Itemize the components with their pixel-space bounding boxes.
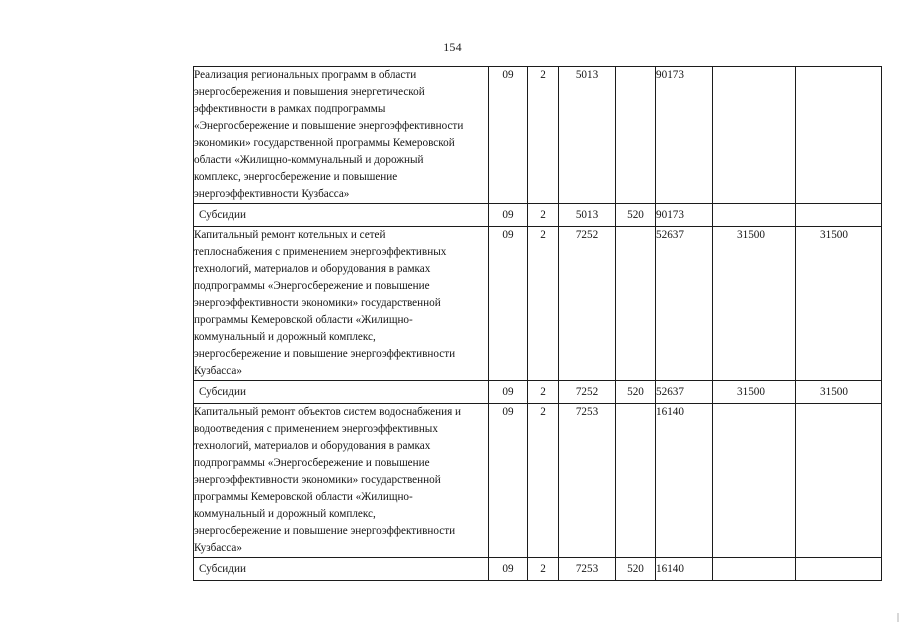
cell-csr: 7253 (559, 404, 616, 558)
cell-vr (616, 404, 656, 558)
cell-sum-1: 52637 (656, 227, 713, 381)
item-name-line: энергосбережение и повышение энергоэффективности (194, 525, 456, 537)
cell-vr: 520 (616, 381, 656, 404)
item-name-line: энергоэффективности Кузбасса» (194, 188, 350, 200)
item-name-line: экономики» государственной программы Кемеровской (194, 137, 455, 149)
cell-vr (616, 227, 656, 381)
cell-sum-2 (713, 67, 796, 204)
item-name-line: «Энергосбережение и повышение энергоэффективности (194, 120, 464, 132)
item-name-line: водоотведения с применением энергоэффективных (194, 423, 438, 435)
cell-rz: 09 (489, 227, 528, 381)
cell-sum-1: 52637 (656, 381, 713, 404)
cell-sum-2: 31500 (713, 381, 796, 404)
cell-vr (616, 67, 656, 204)
cell-pr: 2 (528, 381, 559, 404)
cell-vr: 520 (616, 204, 656, 227)
table-row (194, 67, 882, 204)
cell-sum-3: 31500 (796, 381, 882, 404)
item-name-line: области «Жилищно-коммунальный и дорожный (194, 154, 424, 166)
budget-table-body (194, 67, 882, 581)
cell-rz: 09 (489, 67, 528, 204)
cell-sum-1: 16140 (656, 404, 713, 558)
cell-vr: 520 (616, 558, 656, 581)
item-name-line: Капитальный ремонт котельных и сетей (194, 229, 386, 241)
cell-item-name (194, 381, 489, 404)
item-name-line: технологий, материалов и оборудования в рамках (194, 263, 431, 275)
cell-sum-1: 90173 (656, 204, 713, 227)
cell-pr: 2 (528, 67, 559, 204)
table-row (194, 381, 882, 404)
item-name-line: подпрограммы «Энергосбережение и повышение (194, 457, 430, 469)
cell-pr: 2 (528, 227, 559, 381)
item-name-line: комплекс, энергосбережение и повышение (194, 171, 398, 183)
cell-csr: 5013 (559, 67, 616, 204)
cell-rz: 09 (489, 204, 528, 227)
item-name-line: коммунальный и дорожный комплекс, (194, 331, 376, 343)
item-name-line: Кузбасса» (194, 542, 242, 554)
scan-artifact (897, 613, 899, 622)
cell-pr: 2 (528, 558, 559, 581)
item-name-line: Кузбасса» (194, 365, 242, 377)
item-name-line: энергосбережения и повышения энергетической (194, 86, 425, 98)
cell-sum-2 (713, 558, 796, 581)
cell-sum-3 (796, 204, 882, 227)
cell-sum-1: 16140 (656, 558, 713, 581)
item-name-line: Реализация региональных программ в области (194, 69, 417, 81)
cell-csr: 7252 (559, 227, 616, 381)
cell-rz: 09 (489, 381, 528, 404)
item-name-line: коммунальный и дорожный комплекс, (194, 508, 376, 520)
cell-sum-3 (796, 404, 882, 558)
cell-pr: 2 (528, 204, 559, 227)
cell-sum-3 (796, 558, 882, 581)
cell-item-name (194, 404, 489, 558)
cell-item-name (194, 204, 489, 227)
cell-sum-2: 31500 (713, 227, 796, 381)
cell-sum-1: 90173 (656, 67, 713, 204)
table-row (194, 227, 882, 381)
cell-rz: 09 (489, 404, 528, 558)
cell-sum-2 (713, 204, 796, 227)
item-name-line: теплоснабжения с применением энергоэффективных (194, 246, 447, 258)
item-name-line: Капитальный ремонт объектов систем водоснабжения и (194, 406, 462, 418)
table-row (194, 558, 882, 581)
item-name-line: энергоэффективности экономики» государственной (194, 474, 441, 486)
cell-pr: 2 (528, 404, 559, 558)
cell-item-name (194, 558, 489, 581)
table-row (194, 404, 882, 558)
cell-sum-3 (796, 67, 882, 204)
cell-csr: 5013 (559, 204, 616, 227)
cell-rz: 09 (489, 558, 528, 581)
item-name-line: эффективности в рамках подпрограммы (194, 103, 386, 115)
item-name-line: программы Кемеровской области «Жилищно- (194, 491, 413, 503)
cell-csr: 7252 (559, 381, 616, 404)
budget-table (193, 66, 882, 581)
item-name-line: программы Кемеровской области «Жилищно- (194, 314, 413, 326)
item-name-line: энергоэффективности экономики» государственной (194, 297, 441, 309)
cell-item-name (194, 67, 489, 204)
cell-sum-3: 31500 (796, 227, 882, 381)
cell-sum-2 (713, 404, 796, 558)
cell-csr: 7253 (559, 558, 616, 581)
item-name-line: энергосбережение и повышение энергоэффективности (194, 348, 456, 360)
item-name-line: Субсидии (199, 385, 246, 398)
item-name-line: технологий, материалов и оборудования в рамках (194, 440, 431, 452)
item-name-line: подпрограммы «Энергосбережение и повышение (194, 280, 430, 292)
page-number: 154 (443, 40, 462, 54)
cell-item-name (194, 227, 489, 381)
item-name-line: Субсидии (199, 562, 246, 575)
table-row (194, 204, 882, 227)
item-name-line: Субсидии (199, 208, 246, 221)
